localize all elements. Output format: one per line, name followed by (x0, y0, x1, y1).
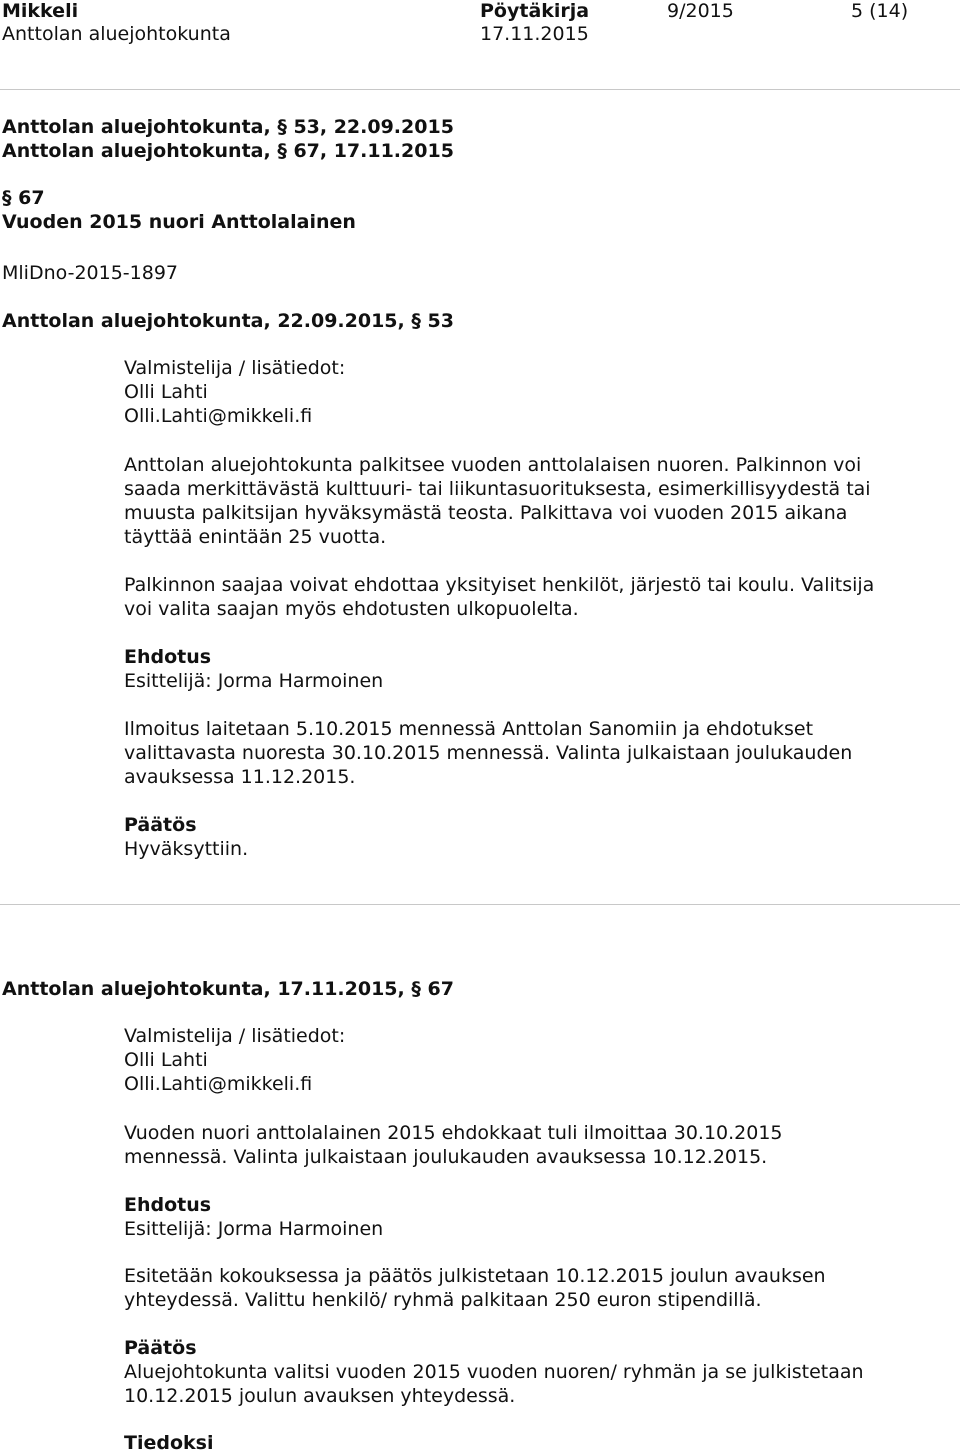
section-divider (0, 904, 960, 905)
section2-info-heading: Tiedoksi (124, 1432, 214, 1454)
section2-para1-line: Vuoden nuori anttolalainen 2015 ehdokkaat tuli ilmoittaa 30.10.2015 (124, 1122, 783, 1144)
section1-preparer-name: Olli Lahti (124, 381, 208, 403)
section1-proposal-heading: Ehdotus (124, 646, 212, 668)
org-name: Mikkeli (2, 0, 79, 22)
section2-heading: Anttolan aluejohtokunta, 17.11.2015, § 67 (2, 978, 454, 1000)
page-number: 5 (14) (851, 0, 909, 22)
ref-line-1: Anttolan aluejohtokunta, § 53, 22.09.2015 (2, 116, 454, 138)
section1-proposal-line: Ilmoitus laitetaan 5.10.2015 mennessä Anttolan Sanomiin ja ehdotukset (124, 718, 814, 740)
section2-decision-heading: Päätös (124, 1337, 197, 1359)
section1-para1-line: täyttää enintään 25 vuotta. (124, 526, 387, 548)
section1-proposal-line: avauksessa 11.12.2015. (124, 766, 356, 788)
body-name: Anttolan aluejohtokunta (2, 23, 231, 45)
doc-type: Pöytäkirja (480, 0, 590, 22)
section1-proposal-line: valittavasta nuoresta 30.10.2015 mennessä. Valinta julkaistaan joulukauden (124, 742, 853, 764)
doc-number: 9/2015 (667, 0, 734, 22)
section2-presenter: Esittelijä: Jorma Harmoinen (124, 1218, 384, 1240)
ref-line-2: Anttolan aluejohtokunta, § 67, 17.11.2015 (2, 140, 454, 162)
section1-para2-line: Palkinnon saajaa voivat ehdottaa yksityiset henkilöt, järjestö tai koulu. Valitsija (124, 574, 875, 596)
section2-preparer-label: Valmistelija / lisätiedot: (124, 1025, 346, 1047)
header-divider (0, 89, 960, 90)
section1-para1-line: muusta palkitsijan hyväksymästä teosta. Palkittava voi vuoden 2015 aikana (124, 502, 848, 524)
section1-preparer-label: Valmistelija / lisätiedot: (124, 357, 346, 379)
section1-para2-line: voi valita saajan myös ehdotusten ulkopuolelta. (124, 598, 579, 620)
item-dno: MliDno-2015-1897 (2, 262, 179, 284)
section2-decision-line: 10.12.2015 joulun avauksen yhteydessä. (124, 1385, 516, 1407)
item-title: Vuoden 2015 nuori Anttolalainen (2, 211, 356, 233)
section2-preparer-name: Olli Lahti (124, 1049, 208, 1071)
section2-proposal-line: Esitetään kokouksessa ja päätös julkistetaan 10.12.2015 joulun avauksen (124, 1265, 826, 1287)
section1-para1-line: Anttolan aluejohtokunta palkitsee vuoden anttolalaisen nuoren. Palkinnon voi (124, 454, 862, 476)
section2-preparer-email: Olli.Lahti@mikkeli.fi (124, 1073, 313, 1095)
section2-decision-line: Aluejohtokunta valitsi vuoden 2015 vuoden nuoren/ ryhmän ja se julkistetaan (124, 1361, 864, 1383)
section1-decision-text: Hyväksyttiin. (124, 838, 249, 860)
doc-date: 17.11.2015 (480, 23, 589, 45)
section2-proposal-heading: Ehdotus (124, 1194, 212, 1216)
section1-decision-heading: Päätös (124, 814, 197, 836)
item-number: § 67 (2, 187, 45, 209)
section1-heading: Anttolan aluejohtokunta, 22.09.2015, § 53 (2, 310, 454, 332)
section2-para1-line: mennessä. Valinta julkaistaan joulukauden avauksessa 10.12.2015. (124, 1146, 768, 1168)
section2-proposal-line: yhteydessä. Valittu henkilö/ ryhmä palkitaan 250 euron stipendillä. (124, 1289, 762, 1311)
section1-preparer-email: Olli.Lahti@mikkeli.fi (124, 405, 313, 427)
section1-para1-line: saada merkittävästä kulttuuri- tai liikuntasuorituksesta, esimerkillisyydestä tai (124, 478, 871, 500)
section1-presenter: Esittelijä: Jorma Harmoinen (124, 670, 384, 692)
